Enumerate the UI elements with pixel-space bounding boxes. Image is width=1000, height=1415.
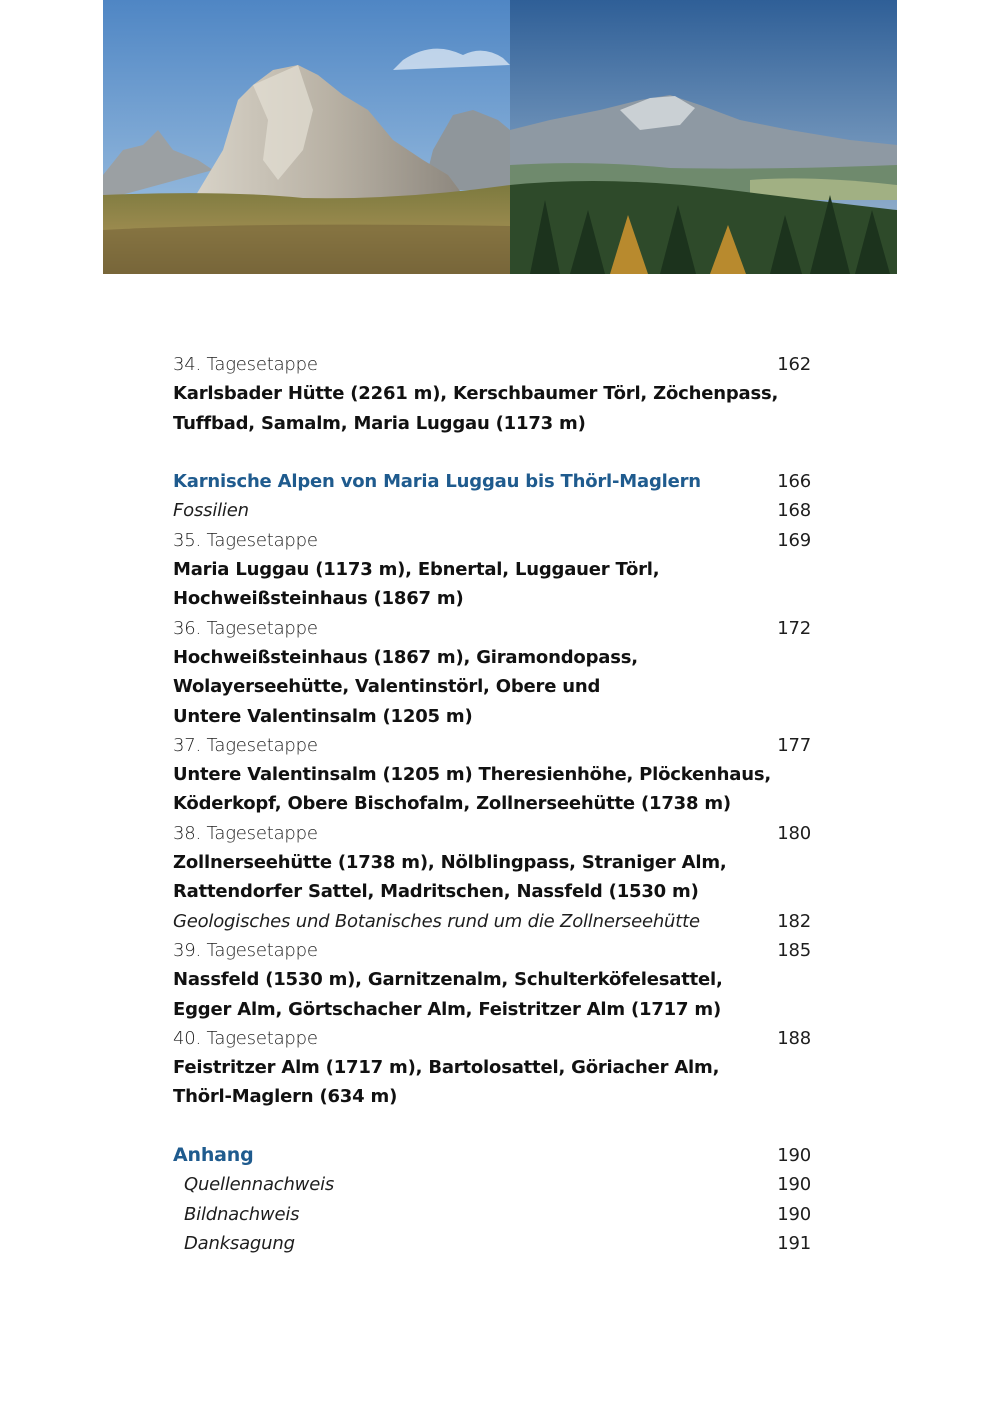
toc-entry-label: Geologisches und Botanisches rund um die Zollnerseehütte <box>173 910 700 932</box>
toc-page-number: 190 <box>777 1203 811 1225</box>
toc-stage-entry <box>173 350 811 379</box>
toc-entry-label: Fossilien <box>173 500 249 522</box>
route-description: Hochweißsteinhaus (1867 m), Giramondopass, <box>173 646 638 668</box>
toc-stage-entry <box>173 1024 811 1053</box>
route-description: Zollnerseehütte (1738 m), Nölblingpass, Straniger Alm, <box>173 852 727 874</box>
toc-stage-entry <box>173 526 811 555</box>
toc-entry-label: Anhang <box>173 1144 254 1167</box>
toc-appendix-entry <box>173 1170 811 1199</box>
toc-page-number: 190 <box>777 1174 811 1196</box>
header-photos <box>103 0 897 274</box>
route-description: Rattendorfer Sattel, Madritschen, Nassfeld (1530 m) <box>173 881 699 903</box>
toc-entry-label: Danksagung <box>184 1232 295 1254</box>
toc-page-number: 180 <box>777 822 811 844</box>
route-description: Thörl-Maglern (634 m) <box>173 1086 398 1108</box>
route-description: Köderkopf, Obere Bischofalm, Zollnerseehütte (1738 m) <box>173 793 731 815</box>
table-of-contents <box>173 350 811 1258</box>
toc-entry-label: 39. Tagesetappe <box>173 939 318 961</box>
toc-stage-entry <box>173 819 811 848</box>
toc-stage-entry <box>173 614 811 643</box>
toc-entry-label: 37. Tagesetappe <box>173 734 318 756</box>
toc-page-number: 188 <box>777 1027 811 1049</box>
toc-section-heading <box>173 1141 811 1170</box>
route-description: Untere Valentinsalm (1205 m) <box>173 705 473 727</box>
section-spacer <box>173 438 811 467</box>
toc-page-number: 168 <box>777 500 811 522</box>
toc-page-number: 185 <box>777 939 811 961</box>
toc-topic-entry <box>173 907 811 936</box>
route-description: Hochweißsteinhaus (1867 m) <box>173 588 464 610</box>
toc-stage-entry <box>173 936 811 965</box>
toc-appendix-entry <box>173 1229 811 1258</box>
route-description: Maria Luggau (1173 m), Ebnertal, Luggauer Törl, <box>173 559 660 581</box>
toc-section-heading <box>173 467 811 496</box>
toc-entry-label: Karnische Alpen von Maria Luggau bis Thörl-Maglern <box>173 471 701 493</box>
toc-page-number: 166 <box>777 471 811 493</box>
route-description: Karlsbader Hütte (2261 m), Kerschbaumer Törl, Zöchenpass, <box>173 383 779 405</box>
toc-appendix-entry <box>173 1200 811 1229</box>
toc-page-number: 162 <box>777 354 811 375</box>
toc-page-number: 169 <box>777 529 811 551</box>
route-description: Wolayerseehütte, Valentinstörl, Obere und <box>173 676 601 698</box>
route-description: Tuffbad, Samalm, Maria Luggau (1173 m) <box>173 412 586 434</box>
route-description: Untere Valentinsalm (1205 m) Theresienhöhe, Plöckenhaus, <box>173 764 771 786</box>
toc-stage-entry <box>173 731 811 760</box>
toc-entry-label: Bildnachweis <box>184 1203 300 1225</box>
toc-entry-label: 38. Tagesetappe <box>173 822 318 844</box>
toc-entry-label: 40. Tagesetappe <box>173 1027 318 1049</box>
toc-page-number: 177 <box>777 734 811 756</box>
toc-entry-label: 35. Tagesetappe <box>173 529 318 551</box>
toc-page-number: 190 <box>777 1145 811 1167</box>
section-spacer <box>173 1112 811 1141</box>
route-description: Egger Alm, Görtschacher Alm, Feistritzer Alm (1717 m) <box>173 998 721 1020</box>
toc-page-number: 172 <box>777 617 811 639</box>
toc-page-number: 182 <box>777 910 811 932</box>
route-description: Nassfeld (1530 m), Garnitzenalm, Schulterköfelesattel, <box>173 969 723 991</box>
route-description: Feistritzer Alm (1717 m), Bartolosattel, Göriacher Alm, <box>173 1057 720 1079</box>
toc-topic-entry <box>173 496 811 525</box>
toc-entry-label: Quellennachweis <box>184 1174 335 1196</box>
toc-entry-label: 34. Tagesetappe <box>173 354 318 375</box>
mountain-photo-right <box>510 0 897 274</box>
toc-page-number: 191 <box>777 1232 811 1254</box>
mountain-photo-left <box>103 0 510 274</box>
toc-entry-label: 36. Tagesetappe <box>173 617 318 639</box>
